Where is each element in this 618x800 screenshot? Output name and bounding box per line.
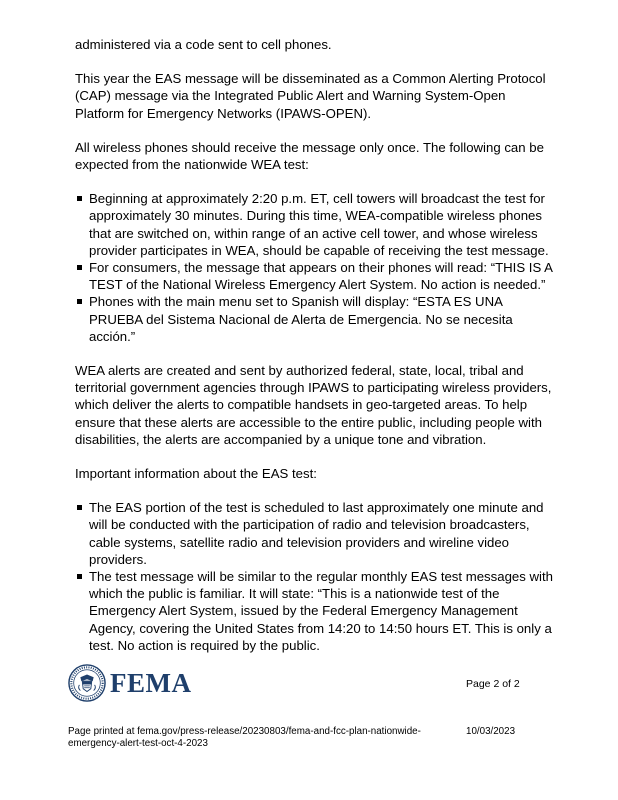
paragraph-wea-alerts: WEA alerts are created and sent by authorized federal, state, local, tribal and territorial government agencies through IPAWS to participating wireless providers, which deliver the alerts to compatible handsets in geo-targeted areas. To help ensure that these alerts are accessible to the entire public, including people with disabilities, the alerts are accompanied by a unique tone and vibration. — [75, 363, 552, 447]
fema-logo — [68, 664, 191, 702]
paragraph-wea-intro: All wireless phones should receive the message only once. The following can be expected from the nationwide WEA test: — [75, 139, 544, 173]
list-item-text: For consumers, the message that appears on their phones will read: “THIS IS A TEST of the National Wireless Emergency Alert System. No action is needed.” — [89, 260, 553, 293]
bullet-icon — [77, 265, 82, 270]
list-item-text: Phones with the main menu set to Spanish will display: “ESTA ES UNA PRUEBA del Sistema Nacional de Alerta de Emergencia. No se necesita acción.” — [89, 294, 513, 344]
eas-test-list — [75, 499, 555, 654]
bullet-icon — [77, 505, 82, 510]
list-item — [75, 190, 555, 259]
paragraph-code-sent: administered via a code sent to cell phones. — [75, 37, 332, 52]
document-body — [75, 36, 555, 671]
print-date: 10/03/2023 — [466, 726, 516, 737]
bullet-icon — [77, 196, 82, 201]
fema-wordmark: FEMA — [110, 667, 192, 698]
list-item — [75, 259, 555, 293]
wea-test-list — [75, 190, 555, 345]
paragraph-eas-intro: Important information about the EAS test: — [75, 466, 317, 482]
list-item-text: The test message will be similar to the regular monthly EAS test messages with which the public is familiar. It will state: “This is a nationwide test of the Emergency Alert System, issued by the Federal Emergency Management Agency, covering the United States from 14:20 to 14:50 hours ET. This is only a test. No action is required by the public. — [89, 569, 553, 653]
list-item-text: The EAS portion of the test is scheduled to last approximately one minute and will be conducted with the participation of radio and television broadcasters, cable systems, satellite radio and television providers and wireline video providers. — [89, 500, 544, 567]
bullet-icon — [77, 574, 82, 579]
page-number: Page 2 of 2 — [466, 678, 520, 690]
list-item-text: Beginning at approximately 2:20 p.m. ET, cell towers will broadcast the test for approximately 30 minutes. During this time, WEA-compatible wireless phones that are switched on, within range of an active cell tower, and whose wireless provider participates in WEA, should be capable of receiving the test message. — [89, 191, 549, 258]
bullet-icon — [77, 299, 82, 304]
paragraph-cap-message: This year the EAS message will be disseminated as a Common Alerting Protocol (CAP) message via the Integrated Public Alert and Warning System-Open Platform for Emergency Networks (IPAWS-OPEN). — [75, 71, 546, 121]
list-item — [75, 499, 555, 568]
printed-url: Page printed at fema.gov/press-release/20230803/fema-and-fcc-plan-nationwide-emergency-alert-test-oct-4-2023 — [68, 726, 421, 750]
list-item — [75, 293, 555, 345]
list-item — [75, 568, 555, 654]
dhs-seal-icon — [68, 664, 106, 702]
